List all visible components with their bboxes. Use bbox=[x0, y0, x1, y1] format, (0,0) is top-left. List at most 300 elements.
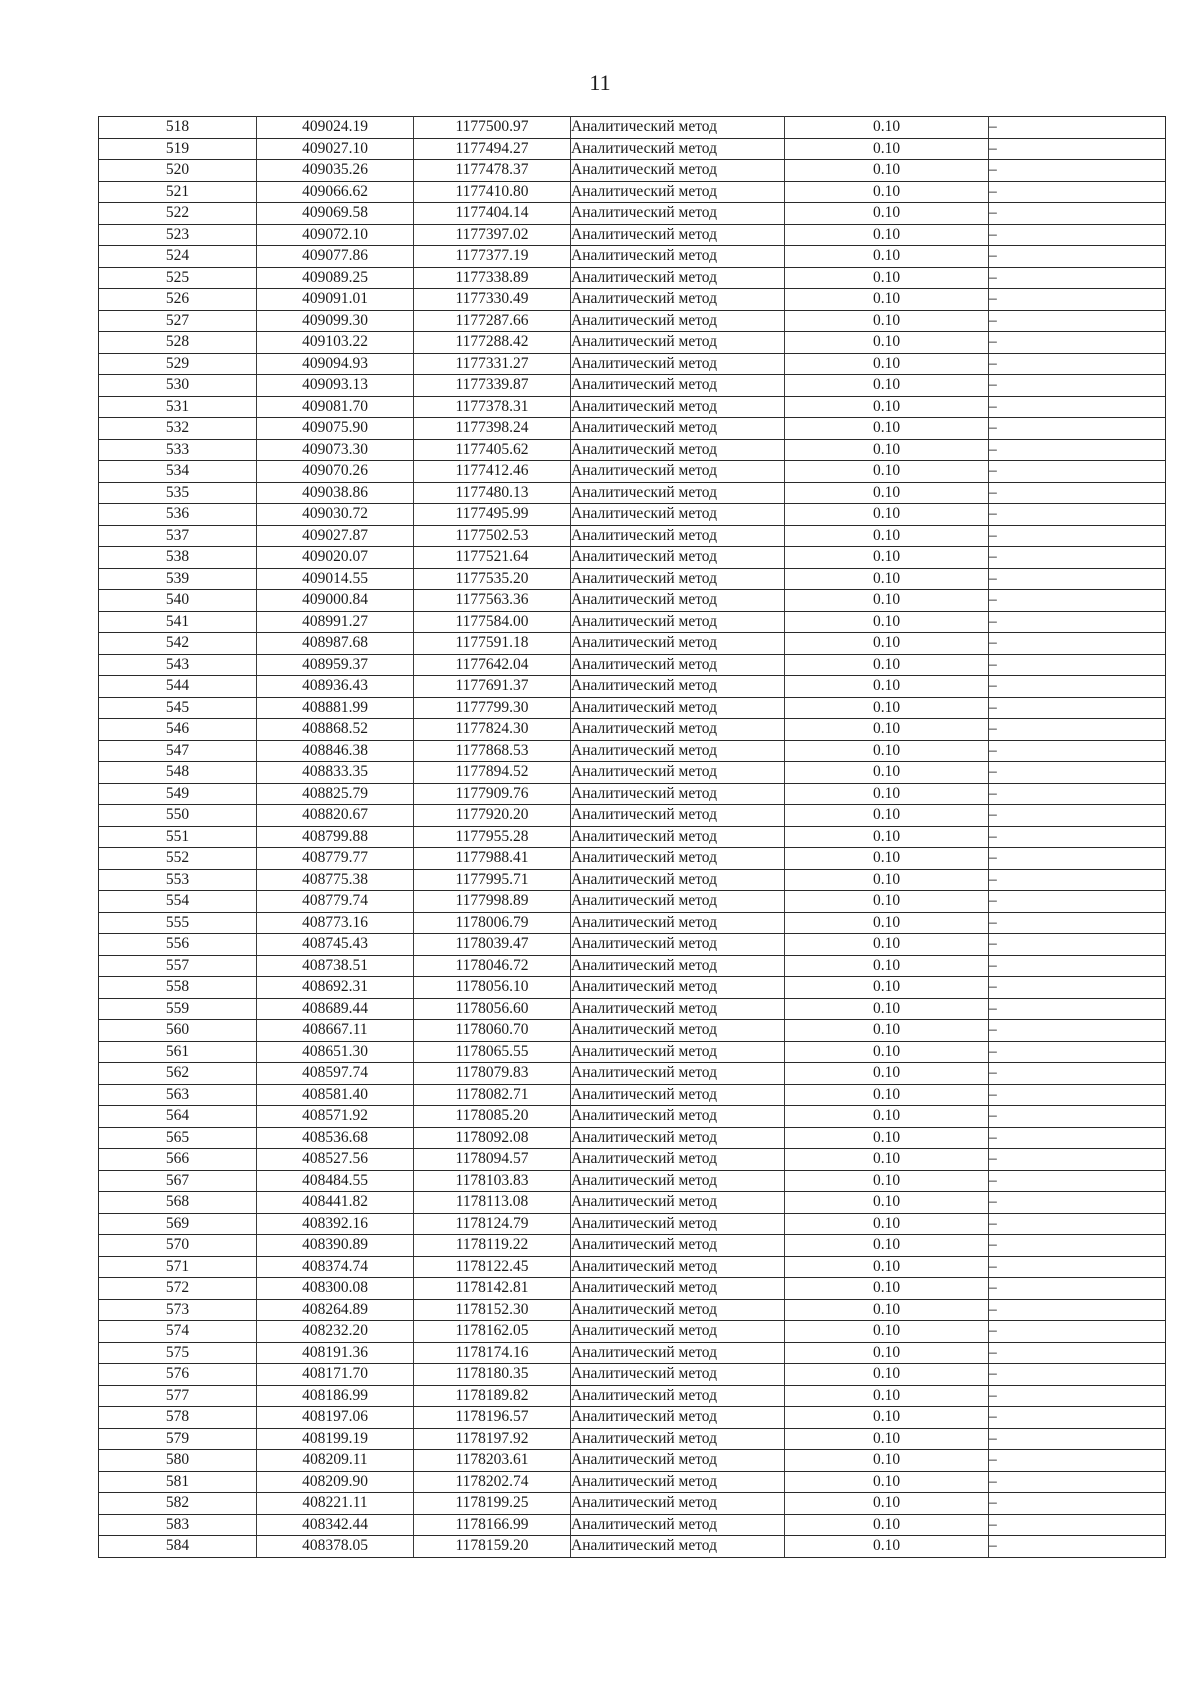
table-row bbox=[99, 1321, 1166, 1343]
table-row bbox=[99, 1493, 1166, 1515]
accuracy-cell: 0.10 bbox=[785, 1321, 989, 1343]
table-row bbox=[99, 1407, 1166, 1429]
description-cell: – bbox=[989, 224, 1166, 246]
x-coordinate-cell: 408689.44 bbox=[257, 998, 414, 1020]
method-cell: Аналитический метод bbox=[571, 633, 785, 655]
y-coordinate-cell: 1177563.36 bbox=[414, 590, 571, 612]
y-coordinate-cell: 1178124.79 bbox=[414, 1213, 571, 1235]
method-cell: Аналитический метод bbox=[571, 525, 785, 547]
method-cell: Аналитический метод bbox=[571, 740, 785, 762]
y-coordinate-cell: 1178166.99 bbox=[414, 1514, 571, 1536]
point-number-cell: 574 bbox=[99, 1321, 257, 1343]
point-number-cell: 564 bbox=[99, 1106, 257, 1128]
x-coordinate-cell: 408581.40 bbox=[257, 1084, 414, 1106]
point-number-cell: 576 bbox=[99, 1364, 257, 1386]
y-coordinate-cell: 1178103.83 bbox=[414, 1170, 571, 1192]
x-coordinate-cell: 409073.30 bbox=[257, 439, 414, 461]
accuracy-cell: 0.10 bbox=[785, 1407, 989, 1429]
description-cell: – bbox=[989, 267, 1166, 289]
y-coordinate-cell: 1177642.04 bbox=[414, 654, 571, 676]
y-coordinate-cell: 1178056.60 bbox=[414, 998, 571, 1020]
table-row bbox=[99, 1385, 1166, 1407]
accuracy-cell: 0.10 bbox=[785, 1192, 989, 1214]
accuracy-cell: 0.10 bbox=[785, 934, 989, 956]
description-cell: – bbox=[989, 1084, 1166, 1106]
point-number-cell: 546 bbox=[99, 719, 257, 741]
x-coordinate-cell: 408936.43 bbox=[257, 676, 414, 698]
table-row bbox=[99, 1342, 1166, 1364]
y-coordinate-cell: 1177824.30 bbox=[414, 719, 571, 741]
method-cell: Аналитический метод bbox=[571, 1084, 785, 1106]
method-cell: Аналитический метод bbox=[571, 955, 785, 977]
accuracy-cell: 0.10 bbox=[785, 1149, 989, 1171]
accuracy-cell: 0.10 bbox=[785, 461, 989, 483]
table-row bbox=[99, 1020, 1166, 1042]
x-coordinate-cell: 408597.74 bbox=[257, 1063, 414, 1085]
description-cell: – bbox=[989, 181, 1166, 203]
table-row bbox=[99, 654, 1166, 676]
point-number-cell: 561 bbox=[99, 1041, 257, 1063]
y-coordinate-cell: 1178203.61 bbox=[414, 1450, 571, 1472]
method-cell: Аналитический метод bbox=[571, 482, 785, 504]
description-cell: – bbox=[989, 117, 1166, 139]
point-number-cell: 535 bbox=[99, 482, 257, 504]
table-row bbox=[99, 289, 1166, 311]
x-coordinate-cell: 409072.10 bbox=[257, 224, 414, 246]
table-row bbox=[99, 955, 1166, 977]
y-coordinate-cell: 1177584.00 bbox=[414, 611, 571, 633]
method-cell: Аналитический метод bbox=[571, 1385, 785, 1407]
accuracy-cell: 0.10 bbox=[785, 955, 989, 977]
description-cell: – bbox=[989, 1514, 1166, 1536]
description-cell: – bbox=[989, 1299, 1166, 1321]
description-cell: – bbox=[989, 160, 1166, 182]
method-cell: Аналитический метод bbox=[571, 697, 785, 719]
description-cell: – bbox=[989, 783, 1166, 805]
accuracy-cell: 0.10 bbox=[785, 740, 989, 762]
y-coordinate-cell: 1178197.92 bbox=[414, 1428, 571, 1450]
accuracy-cell: 0.10 bbox=[785, 1428, 989, 1450]
method-cell: Аналитический метод bbox=[571, 1127, 785, 1149]
x-coordinate-cell: 408209.90 bbox=[257, 1471, 414, 1493]
y-coordinate-cell: 1177398.24 bbox=[414, 418, 571, 440]
description-cell: – bbox=[989, 934, 1166, 956]
method-cell: Аналитический метод bbox=[571, 891, 785, 913]
x-coordinate-cell: 408868.52 bbox=[257, 719, 414, 741]
table-row bbox=[99, 633, 1166, 655]
accuracy-cell: 0.10 bbox=[785, 353, 989, 375]
y-coordinate-cell: 1177535.20 bbox=[414, 568, 571, 590]
y-coordinate-cell: 1178082.71 bbox=[414, 1084, 571, 1106]
x-coordinate-cell: 408833.35 bbox=[257, 762, 414, 784]
description-cell: – bbox=[989, 998, 1166, 1020]
description-cell: – bbox=[989, 547, 1166, 569]
y-coordinate-cell: 1177331.27 bbox=[414, 353, 571, 375]
accuracy-cell: 0.10 bbox=[785, 1278, 989, 1300]
point-number-cell: 521 bbox=[99, 181, 257, 203]
x-coordinate-cell: 409030.72 bbox=[257, 504, 414, 526]
table-row bbox=[99, 762, 1166, 784]
table-row bbox=[99, 826, 1166, 848]
table-row bbox=[99, 504, 1166, 526]
x-coordinate-cell: 409024.19 bbox=[257, 117, 414, 139]
point-number-cell: 544 bbox=[99, 676, 257, 698]
x-coordinate-cell: 408775.38 bbox=[257, 869, 414, 891]
table-row bbox=[99, 1299, 1166, 1321]
y-coordinate-cell: 1177494.27 bbox=[414, 138, 571, 160]
x-coordinate-cell: 409027.10 bbox=[257, 138, 414, 160]
y-coordinate-cell: 1178085.20 bbox=[414, 1106, 571, 1128]
point-number-cell: 579 bbox=[99, 1428, 257, 1450]
method-cell: Аналитический метод bbox=[571, 1342, 785, 1364]
x-coordinate-cell: 409077.86 bbox=[257, 246, 414, 268]
y-coordinate-cell: 1177998.89 bbox=[414, 891, 571, 913]
accuracy-cell: 0.10 bbox=[785, 504, 989, 526]
description-cell: – bbox=[989, 848, 1166, 870]
accuracy-cell: 0.10 bbox=[785, 1235, 989, 1257]
x-coordinate-cell: 408221.11 bbox=[257, 1493, 414, 1515]
table-row bbox=[99, 783, 1166, 805]
y-coordinate-cell: 1177404.14 bbox=[414, 203, 571, 225]
point-number-cell: 534 bbox=[99, 461, 257, 483]
x-coordinate-cell: 408392.16 bbox=[257, 1213, 414, 1235]
y-coordinate-cell: 1178180.35 bbox=[414, 1364, 571, 1386]
y-coordinate-cell: 1177377.19 bbox=[414, 246, 571, 268]
method-cell: Аналитический метод bbox=[571, 1256, 785, 1278]
point-number-cell: 541 bbox=[99, 611, 257, 633]
method-cell: Аналитический метод bbox=[571, 1149, 785, 1171]
point-number-cell: 578 bbox=[99, 1407, 257, 1429]
point-number-cell: 581 bbox=[99, 1471, 257, 1493]
table-row bbox=[99, 611, 1166, 633]
method-cell: Аналитический метод bbox=[571, 1020, 785, 1042]
method-cell: Аналитический метод bbox=[571, 805, 785, 827]
accuracy-cell: 0.10 bbox=[785, 697, 989, 719]
method-cell: Аналитический метод bbox=[571, 375, 785, 397]
x-coordinate-cell: 408232.20 bbox=[257, 1321, 414, 1343]
x-coordinate-cell: 409038.86 bbox=[257, 482, 414, 504]
accuracy-cell: 0.10 bbox=[785, 1041, 989, 1063]
point-number-cell: 543 bbox=[99, 654, 257, 676]
table-row bbox=[99, 547, 1166, 569]
y-coordinate-cell: 1177478.37 bbox=[414, 160, 571, 182]
method-cell: Аналитический метод bbox=[571, 1364, 785, 1386]
table-row bbox=[99, 1084, 1166, 1106]
point-number-cell: 555 bbox=[99, 912, 257, 934]
point-number-cell: 551 bbox=[99, 826, 257, 848]
y-coordinate-cell: 1177480.13 bbox=[414, 482, 571, 504]
accuracy-cell: 0.10 bbox=[785, 783, 989, 805]
point-number-cell: 563 bbox=[99, 1084, 257, 1106]
point-number-cell: 559 bbox=[99, 998, 257, 1020]
description-cell: – bbox=[989, 762, 1166, 784]
method-cell: Аналитический метод bbox=[571, 783, 785, 805]
table-row bbox=[99, 912, 1166, 934]
y-coordinate-cell: 1178006.79 bbox=[414, 912, 571, 934]
point-number-cell: 568 bbox=[99, 1192, 257, 1214]
description-cell: – bbox=[989, 310, 1166, 332]
method-cell: Аналитический метод bbox=[571, 117, 785, 139]
x-coordinate-cell: 408987.68 bbox=[257, 633, 414, 655]
description-cell: – bbox=[989, 1170, 1166, 1192]
table-row bbox=[99, 181, 1166, 203]
method-cell: Аналитический метод bbox=[571, 547, 785, 569]
y-coordinate-cell: 1178113.08 bbox=[414, 1192, 571, 1214]
table-row bbox=[99, 891, 1166, 913]
accuracy-cell: 0.10 bbox=[785, 332, 989, 354]
point-number-cell: 560 bbox=[99, 1020, 257, 1042]
x-coordinate-cell: 408692.31 bbox=[257, 977, 414, 999]
y-coordinate-cell: 1178162.05 bbox=[414, 1321, 571, 1343]
point-number-cell: 565 bbox=[99, 1127, 257, 1149]
method-cell: Аналитический метод bbox=[571, 1063, 785, 1085]
accuracy-cell: 0.10 bbox=[785, 1471, 989, 1493]
table-row bbox=[99, 805, 1166, 827]
description-cell: – bbox=[989, 1407, 1166, 1429]
x-coordinate-cell: 409081.70 bbox=[257, 396, 414, 418]
table-row bbox=[99, 1278, 1166, 1300]
accuracy-cell: 0.10 bbox=[785, 1213, 989, 1235]
table-row bbox=[99, 138, 1166, 160]
point-number-cell: 538 bbox=[99, 547, 257, 569]
y-coordinate-cell: 1178202.74 bbox=[414, 1471, 571, 1493]
x-coordinate-cell: 409089.25 bbox=[257, 267, 414, 289]
point-number-cell: 545 bbox=[99, 697, 257, 719]
description-cell: – bbox=[989, 461, 1166, 483]
table-row bbox=[99, 1235, 1166, 1257]
table-row bbox=[99, 396, 1166, 418]
point-number-cell: 566 bbox=[99, 1149, 257, 1171]
point-number-cell: 580 bbox=[99, 1450, 257, 1472]
description-cell: – bbox=[989, 1106, 1166, 1128]
point-number-cell: 571 bbox=[99, 1256, 257, 1278]
accuracy-cell: 0.10 bbox=[785, 396, 989, 418]
table-row bbox=[99, 568, 1166, 590]
description-cell: – bbox=[989, 1256, 1166, 1278]
table-row bbox=[99, 1536, 1166, 1558]
x-coordinate-cell: 409066.62 bbox=[257, 181, 414, 203]
description-cell: – bbox=[989, 1235, 1166, 1257]
description-cell: – bbox=[989, 891, 1166, 913]
table-row bbox=[99, 439, 1166, 461]
x-coordinate-cell: 409027.87 bbox=[257, 525, 414, 547]
accuracy-cell: 0.10 bbox=[785, 310, 989, 332]
accuracy-cell: 0.10 bbox=[785, 482, 989, 504]
table-row bbox=[99, 224, 1166, 246]
x-coordinate-cell: 408378.05 bbox=[257, 1536, 414, 1558]
method-cell: Аналитический метод bbox=[571, 267, 785, 289]
description-cell: – bbox=[989, 332, 1166, 354]
x-coordinate-cell: 408374.74 bbox=[257, 1256, 414, 1278]
y-coordinate-cell: 1177495.99 bbox=[414, 504, 571, 526]
point-number-cell: 533 bbox=[99, 439, 257, 461]
point-number-cell: 518 bbox=[99, 117, 257, 139]
table-row bbox=[99, 1127, 1166, 1149]
method-cell: Аналитический метод bbox=[571, 418, 785, 440]
method-cell: Аналитический метод bbox=[571, 181, 785, 203]
method-cell: Аналитический метод bbox=[571, 654, 785, 676]
accuracy-cell: 0.10 bbox=[785, 676, 989, 698]
description-cell: – bbox=[989, 1149, 1166, 1171]
accuracy-cell: 0.10 bbox=[785, 805, 989, 827]
method-cell: Аналитический метод bbox=[571, 1471, 785, 1493]
accuracy-cell: 0.10 bbox=[785, 246, 989, 268]
method-cell: Аналитический метод bbox=[571, 246, 785, 268]
description-cell: – bbox=[989, 1342, 1166, 1364]
method-cell: Аналитический метод bbox=[571, 611, 785, 633]
x-coordinate-cell: 408571.92 bbox=[257, 1106, 414, 1128]
point-number-cell: 569 bbox=[99, 1213, 257, 1235]
accuracy-cell: 0.10 bbox=[785, 1170, 989, 1192]
accuracy-cell: 0.10 bbox=[785, 138, 989, 160]
x-coordinate-cell: 409070.26 bbox=[257, 461, 414, 483]
method-cell: Аналитический метод bbox=[571, 912, 785, 934]
y-coordinate-cell: 1177330.49 bbox=[414, 289, 571, 311]
accuracy-cell: 0.10 bbox=[785, 439, 989, 461]
method-cell: Аналитический метод bbox=[571, 1192, 785, 1214]
y-coordinate-cell: 1178174.16 bbox=[414, 1342, 571, 1364]
table-row bbox=[99, 1471, 1166, 1493]
point-number-cell: 522 bbox=[99, 203, 257, 225]
point-number-cell: 536 bbox=[99, 504, 257, 526]
description-cell: – bbox=[989, 1471, 1166, 1493]
x-coordinate-cell: 408745.43 bbox=[257, 934, 414, 956]
accuracy-cell: 0.10 bbox=[785, 633, 989, 655]
description-cell: – bbox=[989, 504, 1166, 526]
table-row bbox=[99, 461, 1166, 483]
method-cell: Аналитический метод bbox=[571, 1514, 785, 1536]
x-coordinate-cell: 408738.51 bbox=[257, 955, 414, 977]
table-row bbox=[99, 977, 1166, 999]
description-cell: – bbox=[989, 1278, 1166, 1300]
description-cell: – bbox=[989, 568, 1166, 590]
accuracy-cell: 0.10 bbox=[785, 1063, 989, 1085]
x-coordinate-cell: 408197.06 bbox=[257, 1407, 414, 1429]
description-cell: – bbox=[989, 1428, 1166, 1450]
table-row bbox=[99, 375, 1166, 397]
accuracy-cell: 0.10 bbox=[785, 1106, 989, 1128]
method-cell: Аналитический метод bbox=[571, 203, 785, 225]
method-cell: Аналитический метод bbox=[571, 568, 785, 590]
y-coordinate-cell: 1177397.02 bbox=[414, 224, 571, 246]
y-coordinate-cell: 1178056.10 bbox=[414, 977, 571, 999]
description-cell: – bbox=[989, 654, 1166, 676]
accuracy-cell: 0.10 bbox=[785, 869, 989, 891]
description-cell: – bbox=[989, 697, 1166, 719]
method-cell: Аналитический метод bbox=[571, 590, 785, 612]
description-cell: – bbox=[989, 289, 1166, 311]
description-cell: – bbox=[989, 482, 1166, 504]
y-coordinate-cell: 1177339.87 bbox=[414, 375, 571, 397]
description-cell: – bbox=[989, 611, 1166, 633]
x-coordinate-cell: 409093.13 bbox=[257, 375, 414, 397]
y-coordinate-cell: 1177288.42 bbox=[414, 332, 571, 354]
description-cell: – bbox=[989, 1385, 1166, 1407]
accuracy-cell: 0.10 bbox=[785, 1299, 989, 1321]
x-coordinate-cell: 408799.88 bbox=[257, 826, 414, 848]
y-coordinate-cell: 1178152.30 bbox=[414, 1299, 571, 1321]
accuracy-cell: 0.10 bbox=[785, 547, 989, 569]
x-coordinate-cell: 409091.01 bbox=[257, 289, 414, 311]
x-coordinate-cell: 409103.22 bbox=[257, 332, 414, 354]
method-cell: Аналитический метод bbox=[571, 719, 785, 741]
table-row bbox=[99, 1364, 1166, 1386]
y-coordinate-cell: 1177868.53 bbox=[414, 740, 571, 762]
accuracy-cell: 0.10 bbox=[785, 848, 989, 870]
point-number-cell: 570 bbox=[99, 1235, 257, 1257]
table-row bbox=[99, 267, 1166, 289]
description-cell: – bbox=[989, 1213, 1166, 1235]
method-cell: Аналитический метод bbox=[571, 1278, 785, 1300]
point-number-cell: 575 bbox=[99, 1342, 257, 1364]
x-coordinate-cell: 408186.99 bbox=[257, 1385, 414, 1407]
y-coordinate-cell: 1177955.28 bbox=[414, 826, 571, 848]
x-coordinate-cell: 408820.67 bbox=[257, 805, 414, 827]
accuracy-cell: 0.10 bbox=[785, 590, 989, 612]
accuracy-cell: 0.10 bbox=[785, 203, 989, 225]
y-coordinate-cell: 1178142.81 bbox=[414, 1278, 571, 1300]
method-cell: Аналитический метод bbox=[571, 353, 785, 375]
coordinates-table bbox=[98, 116, 1166, 1558]
description-cell: – bbox=[989, 1063, 1166, 1085]
method-cell: Аналитический метод bbox=[571, 848, 785, 870]
y-coordinate-cell: 1177412.46 bbox=[414, 461, 571, 483]
accuracy-cell: 0.10 bbox=[785, 762, 989, 784]
y-coordinate-cell: 1177405.62 bbox=[414, 439, 571, 461]
point-number-cell: 520 bbox=[99, 160, 257, 182]
method-cell: Аналитический метод bbox=[571, 1213, 785, 1235]
x-coordinate-cell: 408209.11 bbox=[257, 1450, 414, 1472]
x-coordinate-cell: 408667.11 bbox=[257, 1020, 414, 1042]
x-coordinate-cell: 409099.30 bbox=[257, 310, 414, 332]
accuracy-cell: 0.10 bbox=[785, 912, 989, 934]
x-coordinate-cell: 409075.90 bbox=[257, 418, 414, 440]
description-cell: – bbox=[989, 1493, 1166, 1515]
accuracy-cell: 0.10 bbox=[785, 1385, 989, 1407]
x-coordinate-cell: 408191.36 bbox=[257, 1342, 414, 1364]
method-cell: Аналитический метод bbox=[571, 160, 785, 182]
y-coordinate-cell: 1177894.52 bbox=[414, 762, 571, 784]
point-number-cell: 542 bbox=[99, 633, 257, 655]
point-number-cell: 537 bbox=[99, 525, 257, 547]
method-cell: Аналитический метод bbox=[571, 224, 785, 246]
point-number-cell: 554 bbox=[99, 891, 257, 913]
y-coordinate-cell: 1178122.45 bbox=[414, 1256, 571, 1278]
table-body bbox=[99, 117, 1166, 1558]
description-cell: – bbox=[989, 1041, 1166, 1063]
method-cell: Аналитический метод bbox=[571, 396, 785, 418]
y-coordinate-cell: 1178159.20 bbox=[414, 1536, 571, 1558]
accuracy-cell: 0.10 bbox=[785, 1084, 989, 1106]
y-coordinate-cell: 1178094.57 bbox=[414, 1149, 571, 1171]
y-coordinate-cell: 1177691.37 bbox=[414, 676, 571, 698]
table-row bbox=[99, 418, 1166, 440]
x-coordinate-cell: 408825.79 bbox=[257, 783, 414, 805]
table-row bbox=[99, 117, 1166, 139]
point-number-cell: 552 bbox=[99, 848, 257, 870]
x-coordinate-cell: 408959.37 bbox=[257, 654, 414, 676]
accuracy-cell: 0.10 bbox=[785, 117, 989, 139]
point-number-cell: 572 bbox=[99, 1278, 257, 1300]
description-cell: – bbox=[989, 633, 1166, 655]
point-number-cell: 524 bbox=[99, 246, 257, 268]
table-row bbox=[99, 697, 1166, 719]
table-row bbox=[99, 246, 1166, 268]
description-cell: – bbox=[989, 676, 1166, 698]
x-coordinate-cell: 408779.74 bbox=[257, 891, 414, 913]
y-coordinate-cell: 1177410.80 bbox=[414, 181, 571, 203]
description-cell: – bbox=[989, 740, 1166, 762]
